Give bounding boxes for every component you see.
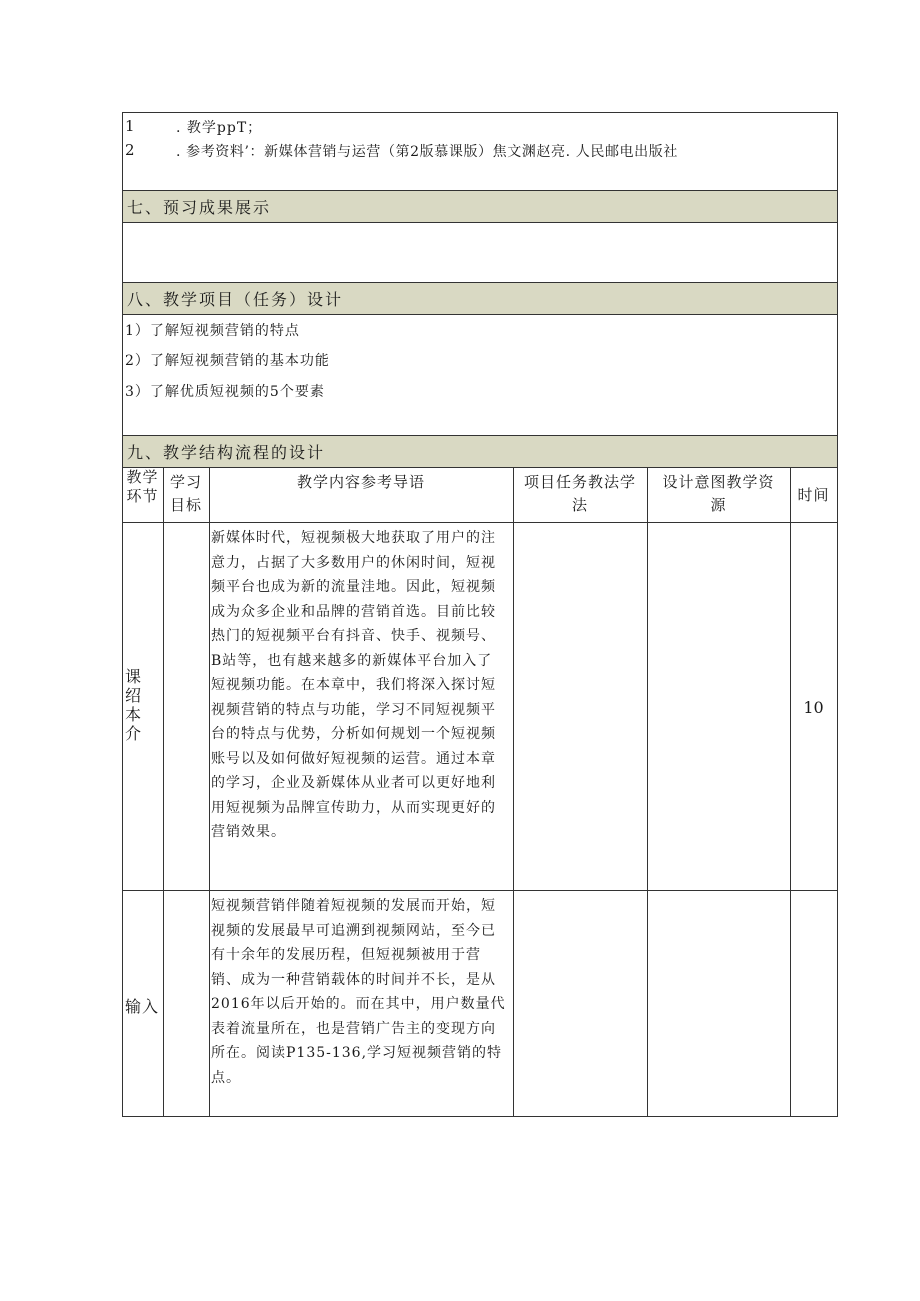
table-border-left	[122, 112, 123, 1117]
column-divider	[790, 467, 791, 1117]
divider-line	[122, 522, 838, 523]
stage-label: 课 绍 本 介	[125, 667, 142, 743]
column-divider	[163, 467, 164, 1117]
list-item: 2）了解短视频营销的基本功能	[125, 353, 330, 369]
resource-num: 1	[125, 117, 135, 135]
divider-line	[122, 190, 838, 191]
divider-line	[122, 435, 838, 436]
resource-text: . 教学ppT；	[176, 120, 263, 136]
header-stage: 教学 环节	[126, 468, 159, 505]
header-method: 项目任务教法学 法	[523, 473, 636, 514]
section8-title: 八、教学项目（任务）设计	[127, 290, 344, 309]
table-border-bottom	[122, 1116, 838, 1117]
section9-title: 九、教学结构流程的设计	[127, 443, 326, 462]
resource-num: 2	[125, 141, 135, 159]
divider-line	[122, 890, 838, 891]
content-paragraph: 短视频营销伴随着短视频的发展而开始，短 视频的发展最早可追溯到视频网站，至今已 有十余年的发展历程，但短视频被用于营 销、成为一种营销载体的时间并不长，是从 2016年以后开始的。而在其中，用户数量代 表着流量所在，也是营销广告主的变现方向 所在。阅读P135-136,学习短视频营销的特 点。	[211, 898, 506, 1086]
header-content: 教学内容参考导语	[296, 473, 425, 491]
list-item: 1）了解短视频营销的特点	[125, 323, 300, 339]
column-divider	[513, 467, 514, 1117]
stage-label: 输入	[125, 997, 160, 1016]
resource-text: . 参考资料’：新媒体营销与运营（第2版慕课版）焦文渊赵亮. 人民邮电出版社	[176, 144, 678, 160]
table-border-top	[122, 112, 838, 113]
header-objective: 学习 目标	[169, 473, 202, 514]
header-time: 时间	[797, 486, 830, 504]
table-border-right	[837, 112, 838, 1117]
time-value: 10	[803, 698, 824, 717]
list-item: 3）了解优质短视频的5个要素	[125, 384, 325, 400]
column-divider	[209, 467, 210, 1117]
content-paragraph: 新媒体时代，短视频极大地获取了用户的注 意力，占据了大多数用户的休闲时间，短视 频平台也成为新的流量洼地。因此，短视频 成为众多企业和品牌的营销首选。目前比较 热门的短视频平台有抖音、快手、视频号、 B站等，也有越来越多的新媒体平台加入了 短视频功能。在本章中，我们将深入探讨短 视频营销的特点与功能，学习不同短视频平 台的特点与优势，分析如何规划一个短视频 账号以及如何做好短视频的运营。通过本章 的学习，企业及新媒体从业者可以更好地利 用短视频为品牌宣传助力，从而实现更好的 营销效果。	[211, 530, 496, 840]
section7-title: 七、预习成果展示	[127, 198, 272, 217]
divider-line	[122, 222, 838, 223]
header-resource: 设计意图教学资 源	[662, 473, 775, 514]
divider-line	[122, 467, 838, 468]
divider-line	[122, 314, 838, 315]
column-divider	[647, 467, 648, 1117]
divider-line	[122, 282, 838, 283]
